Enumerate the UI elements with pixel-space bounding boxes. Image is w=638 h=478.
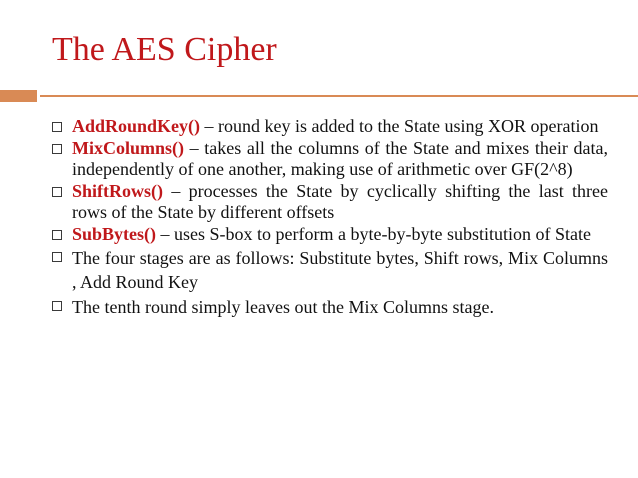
bullet-body: – processes the State by cyclically shifting the last three rows of the State by different offsets [72, 181, 608, 222]
bullet-item [52, 295, 608, 319]
square-bullet-icon [52, 252, 62, 262]
bullet-text: The four stages are as follows: Substitute bytes, Shift rows, Mix Columns , Add Round Key [72, 248, 608, 292]
bullet-body: – round key is added to the State using XOR operation [200, 116, 599, 136]
bullet-text [72, 116, 608, 137]
bullet-keyword: MixColumns() [72, 138, 184, 158]
square-bullet-icon [52, 230, 62, 240]
bullet-keyword: AddRoundKey() [72, 116, 201, 136]
bullet-keyword: ShiftRows() [72, 181, 164, 201]
slide-title: The AES Cipher [52, 31, 277, 68]
bullet-text [72, 224, 608, 245]
title-accent-block [0, 90, 37, 102]
bullet-item [52, 224, 608, 245]
square-bullet-icon [52, 144, 62, 154]
square-bullet-icon [52, 187, 62, 197]
bullet-keyword: SubBytes() [72, 224, 157, 244]
bullet-item [52, 246, 608, 294]
bullet-item [52, 116, 608, 137]
bullet-item [52, 181, 608, 223]
title-divider [40, 95, 638, 97]
bullet-list [52, 116, 608, 320]
bullet-text: The tenth round simply leaves out the Mix Columns stage. [72, 297, 494, 317]
bullet-text [72, 138, 608, 180]
square-bullet-icon [52, 301, 62, 311]
square-bullet-icon [52, 122, 62, 132]
bullet-body: – takes all the columns of the State and mixes their data, independently of one another, making use of arithmetic over GF(2^8) [72, 138, 608, 179]
bullet-text [72, 181, 608, 223]
bullet-item [52, 138, 608, 180]
bullet-body: – uses S-box to perform a byte-by-byte substitution of State [156, 224, 591, 244]
